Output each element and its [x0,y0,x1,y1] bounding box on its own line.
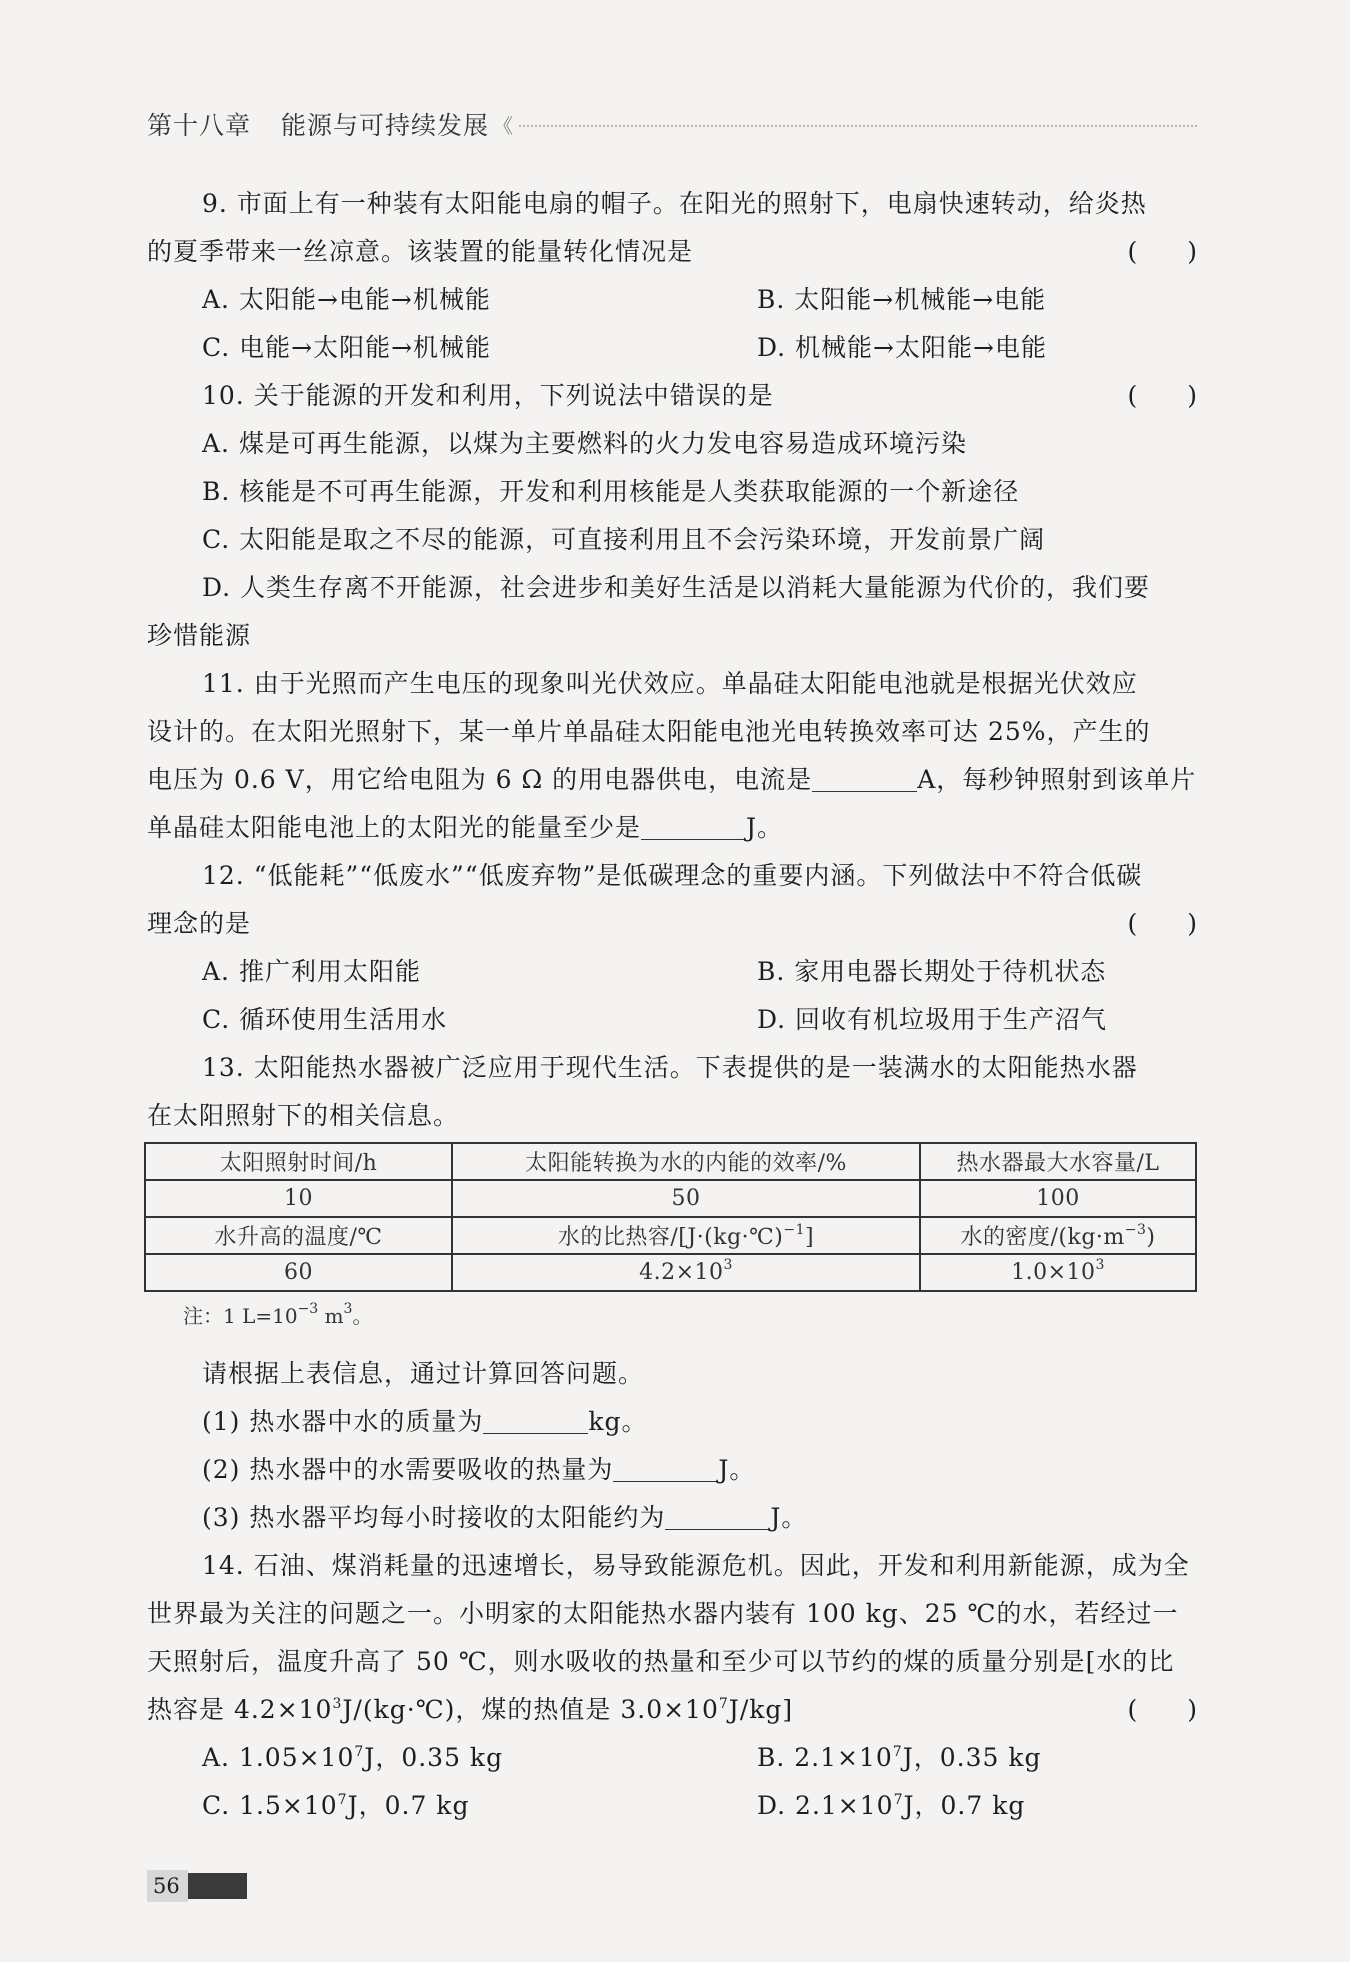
cell-sup: −3 [1124,1222,1147,1238]
opt-text: C. 1.5×10 [202,1791,338,1820]
cell-sup: 3 [723,1257,733,1273]
opt-sup: 7 [893,1792,904,1808]
q13-ask: 请根据上表信息，通过计算回答问题。 [202,1359,645,1388]
table-cell: 100 [920,1180,1196,1217]
table-cell: 太阳照射时间/h [145,1143,452,1180]
opt-text: B. 2.1×10 [757,1743,893,1772]
q12-options-ab [147,948,1197,996]
cell-text: 水的密度/(kg·m [960,1225,1125,1250]
q11-blank-energy[interactable] [641,809,746,840]
opt-sup: 7 [337,1792,348,1808]
q14-line-3: 天照射后，温度升高了 50 ℃，则水吸收的热量和至少可以节约的煤的质量分别是[水的比 [147,1647,1175,1676]
running-header [147,104,1197,144]
q10-stem: 10. 关于能源的开发和利用，下列说法中错误的是 [202,381,774,410]
table-row [145,1217,1196,1254]
q13-sub-3 [147,1494,1197,1542]
questions-lower [147,1350,1197,1830]
chapter-label: 第十八章 [147,111,252,140]
q13-sub-1 [147,1398,1197,1446]
q12-line-2-text: 理念的是 [147,909,252,938]
q14-options-cd [147,1782,1197,1830]
q9-option-a: A. 太阳能→电能→机械能 [202,285,491,314]
q14-line-4c: J/kg] [728,1695,794,1724]
q14-line-4b: J/(kg·℃)，煤的热值是 3.0×10 [342,1695,719,1724]
q9-answer-paren: ( ) [1127,237,1197,266]
q13-sub-3-unit: J。 [770,1503,808,1532]
q9-option-d: D. 机械能→太阳能→电能 [757,333,1047,362]
table-cell: 太阳能转换为水的内能的效率/% [452,1143,920,1180]
q13-info-table [144,1142,1197,1292]
q13-sub-1-text: (1) 热水器中水的质量为 [202,1407,484,1436]
cell-sup: 3 [1095,1257,1105,1273]
opt-sup: 7 [354,1744,365,1760]
table-cell [452,1254,920,1291]
cell-text: 1.0×10 [1011,1260,1096,1285]
opt-text-end: J，0.7 kg [347,1791,470,1820]
cell-text: 水的比热容/[J·(kg·℃) [557,1225,784,1250]
q12-answer-paren: ( ) [1127,909,1197,938]
cell-text-end: ] [805,1225,815,1250]
q14-answer-paren: ( ) [1127,1695,1197,1724]
q13-blank-solar[interactable] [665,1499,770,1530]
table-row [145,1143,1196,1180]
table-cell: 60 [145,1254,452,1291]
q14-option-b [757,1734,1042,1782]
q14-option-c [202,1782,757,1830]
opt-sup: 7 [892,1744,903,1760]
q12-option-d: D. 回收有机垃圾用于生产沼气 [757,1005,1108,1034]
q9-line-2-text: 的夏季带来一丝凉意。该装置的能量转化情况是 [147,237,694,266]
q13-sub-2-unit: J。 [718,1455,756,1484]
q9-option-b: B. 太阳能→机械能→电能 [757,285,1047,314]
q14-line-4 [147,1686,1197,1734]
q12-line-2 [147,900,1197,948]
q14-sup-2: 7 [718,1696,729,1712]
q14-line-4a: 热容是 4.2×10 [147,1695,333,1724]
q14-line-2: 世界最为关注的问题之一。小明家的太阳能热水器内装有 100 kg、25 ℃的水，若经过一 [147,1599,1179,1628]
opt-text-end: J，0.35 kg [364,1743,504,1772]
cell-text: 4.2×10 [639,1260,724,1285]
q12-option-b: B. 家用电器长期处于待机状态 [757,957,1107,986]
note-text-b: m [318,1304,344,1328]
table-cell: 水升高的温度/℃ [145,1217,452,1254]
table-row [145,1180,1196,1217]
header-dotted-rule [519,125,1197,127]
q10-line-1 [147,372,1197,420]
chapter-title: 能源与可持续发展 [281,111,490,140]
page-number-bar [188,1873,247,1899]
q10-option-c: C. 太阳能是取之不尽的能源，可直接利用且不会污染环境，开发前景广阔 [202,525,1046,554]
q10-option-a: A. 煤是可再生能源，以煤为主要燃料的火力发电容易造成环境污染 [202,429,967,458]
q10-option-b: B. 核能是不可再生能源，开发和利用核能是人类获取能源的一个新途径 [202,477,1020,506]
opt-text-end: J，0.7 kg [903,1791,1026,1820]
table-note [183,1300,372,1329]
note-text-c: 。 [352,1304,373,1328]
q14-sup-1: 3 [332,1696,343,1712]
opt-text-end: J，0.35 kg [902,1743,1042,1772]
q11-line-1: 11. 由于光照而产生电压的现象叫光伏效应。单晶硅太阳能电池就是根据光伏效应 [202,669,1138,698]
q11-line-2: 设计的。在太阳光照射下，某一单片单晶硅太阳能电池光电转换效率可达 25%，产生的 [147,717,1151,746]
header-arrow-icon: 《 [493,113,514,138]
q9-line-1: 9. 市面上有一种装有太阳能电扇的帽子。在阳光的照射下，电扇快速转动，给炎热 [202,189,1147,218]
q13-line-2: 在太阳照射下的相关信息。 [147,1101,460,1130]
note-sup: −3 [297,1301,319,1317]
table-cell: 50 [452,1180,920,1217]
q14-options-ab [147,1734,1197,1782]
q10-answer-paren: ( ) [1127,381,1197,410]
table-cell: 10 [145,1180,452,1217]
q14-option-a [202,1734,757,1782]
table-row [145,1254,1196,1291]
q12-options-cd [147,996,1197,1044]
opt-text: D. 2.1×10 [757,1791,894,1820]
questions-upper [147,180,1197,1140]
q12-line-1: 12. “低能耗”“低废水”“低废弃物”是低碳理念的重要内涵。下列做法中不符合低碳 [202,861,1143,890]
q9-options-ab [147,276,1197,324]
q13-sub-1-unit: kg。 [588,1407,648,1436]
table-cell [920,1217,1196,1254]
q11-line-4b: J。 [746,813,784,842]
q9-options-cd [147,324,1197,372]
note-text-a: 注：1 L=10 [183,1304,298,1328]
page-number-tab [147,1870,247,1902]
q11-line-3b: A，每秒钟照射到该单片 [917,765,1197,794]
q11-line-4 [147,804,1197,852]
note-sup-2: 3 [343,1301,353,1317]
table-cell [452,1217,920,1254]
q10-option-d-1: D. 人类生存离不开能源，社会进步和美好生活是以消耗大量能源为代价的，我们要 [202,573,1151,602]
table-cell [920,1254,1196,1291]
page-number: 56 [147,1870,188,1902]
q13-sub-2-text: (2) 热水器中的水需要吸收的热量为 [202,1455,614,1484]
q13-blank-heat[interactable] [613,1451,718,1482]
q14-option-d [757,1782,1025,1830]
cell-text-end: ) [1146,1225,1156,1250]
q12-option-a: A. 推广利用太阳能 [202,957,421,986]
q14-line-1: 14. 石油、煤消耗量的迅速增长，易导致能源危机。因此，开发和利用新能源，成为全 [202,1551,1190,1580]
q10-option-d-2: 珍惜能源 [147,621,252,650]
q11-line-3a: 电压为 0.6 V，用它给电阻为 6 Ω 的用电器供电，电流是 [147,765,813,794]
opt-text: A. 1.05×10 [202,1743,355,1772]
q13-sub-2 [147,1446,1197,1494]
q11-blank-current[interactable] [812,761,917,792]
q13-sub-3-text: (3) 热水器平均每小时接收的太阳能约为 [202,1503,666,1532]
q9-option-c: C. 电能→太阳能→机械能 [202,333,492,362]
table-cell: 热水器最大水容量/L [920,1143,1196,1180]
q11-line-4a: 单晶硅太阳能电池上的太阳光的能量至少是 [147,813,642,842]
q9-line-2 [147,228,1197,276]
q13-blank-mass[interactable] [483,1403,588,1434]
q13-line-1: 13. 太阳能热水器被广泛应用于现代生活。下表提供的是一装满水的太阳能热水器 [202,1053,1138,1082]
cell-sup: −1 [783,1222,806,1238]
q12-option-c: C. 循环使用生活用水 [202,1005,448,1034]
q11-line-3 [147,756,1197,804]
